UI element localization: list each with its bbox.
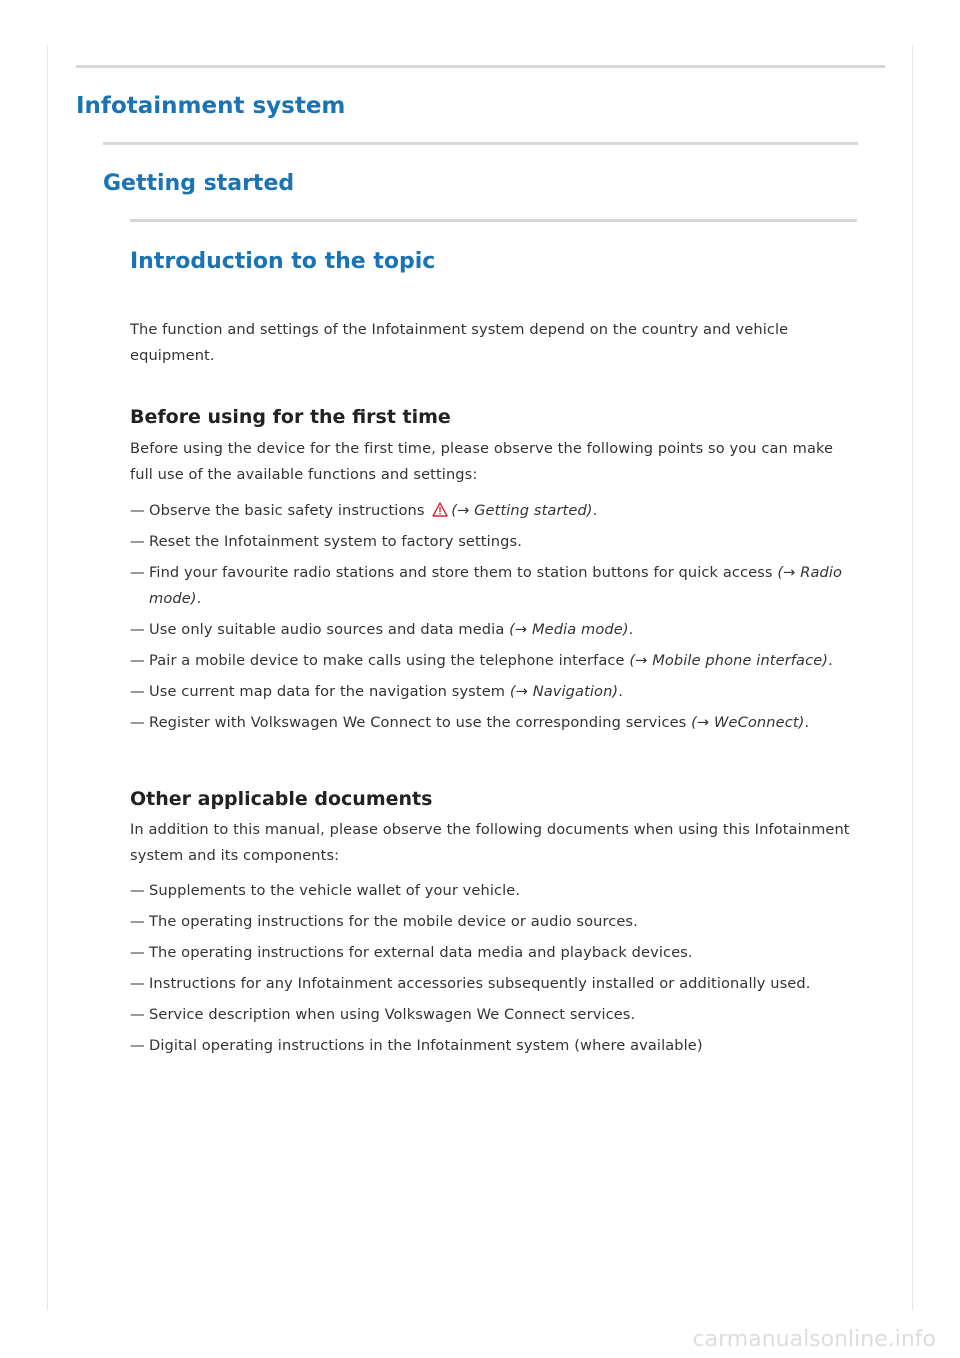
list-item: [130, 529, 860, 555]
list-item: [130, 679, 860, 705]
chapter-title: Infotainment system: [76, 93, 346, 119]
list-item: — The operating instructions for external data media and playback devices.: [130, 940, 860, 966]
list-item-text: Use current map data for the navigation system: [149, 682, 506, 700]
before-use-list: [130, 498, 860, 741]
list-item: — The operating instructions for the mobile device or audio sources.: [130, 909, 860, 935]
top-divider: [76, 65, 885, 68]
cross-reference-link[interactable]: (→ Navigation): [509, 682, 619, 700]
list-item-end: .: [828, 651, 833, 669]
list-item-end: .: [628, 620, 634, 638]
other-docs-heading: Other applicable documents: [130, 788, 433, 810]
list-item: [130, 560, 860, 611]
list-item: [130, 617, 860, 643]
list-item: — Supplements to the vehicle wallet of your vehicle.: [130, 878, 860, 904]
other-docs-paragraph: In addition to this manual, please observe the following documents when using this Infotainment system and its components:: [130, 821, 850, 864]
list-item-end: .: [618, 682, 623, 700]
section-divider: [103, 142, 858, 145]
list-item: [130, 498, 860, 524]
section-title: Getting started: [103, 171, 295, 196]
list-item-text: Pair a mobile device to make calls using the telephone interface: [149, 651, 625, 669]
warning-triangle-icon: [432, 502, 448, 517]
list-item-text: Use only suitable audio sources and data media: [149, 620, 505, 638]
list-item: — Digital operating instructions in the Infotainment system (where available): [130, 1033, 860, 1059]
cross-reference-link[interactable]: (→ Mobile phone interface): [629, 651, 829, 669]
watermark-text: carmanualsonline.info: [692, 1327, 936, 1352]
before-use-paragraph: Before using the device for the first time, please observe the following points so you can make full use of the available functions and settings:: [130, 440, 834, 483]
cross-reference-link[interactable]: (→ Media mode): [509, 620, 629, 638]
right-margin-line: [912, 45, 913, 1310]
before-use-heading: Before using for the first time: [130, 406, 451, 428]
cross-reference-link[interactable]: (→ Radio mode): [149, 564, 843, 607]
list-item-text: Observe the basic safety instructions: [149, 502, 425, 519]
list-item: [130, 648, 860, 674]
list-item-text: Register with Volkswagen We Connect to use the corresponding services: [149, 713, 687, 731]
list-item-end: .: [196, 589, 202, 607]
cross-reference-link[interactable]: (→ Getting started): [451, 502, 593, 519]
left-margin-line: [47, 45, 48, 1310]
list-item: [130, 710, 860, 736]
list-item-end: .: [592, 502, 598, 519]
list-item-text: Find your favourite radio stations and store them to station buttons for quick access: [149, 564, 773, 581]
other-docs-list: [130, 878, 860, 1064]
list-item-text: Reset the Infotainment system to factory settings.: [149, 533, 522, 550]
list-item: — Service description when using Volkswagen We Connect services.: [130, 1002, 860, 1028]
topic-title: Introduction to the topic: [130, 249, 436, 274]
subsection-divider: [130, 219, 857, 222]
cross-reference-link[interactable]: (→ WeConnect): [691, 713, 805, 731]
list-item: — Instructions for any Infotainment accessories subsequently installed or additionally used.: [130, 971, 860, 997]
list-item-end: .: [804, 713, 810, 731]
intro-paragraph: The function and settings of the Infotainment system depend on the country and vehicle equipment.: [130, 321, 789, 364]
